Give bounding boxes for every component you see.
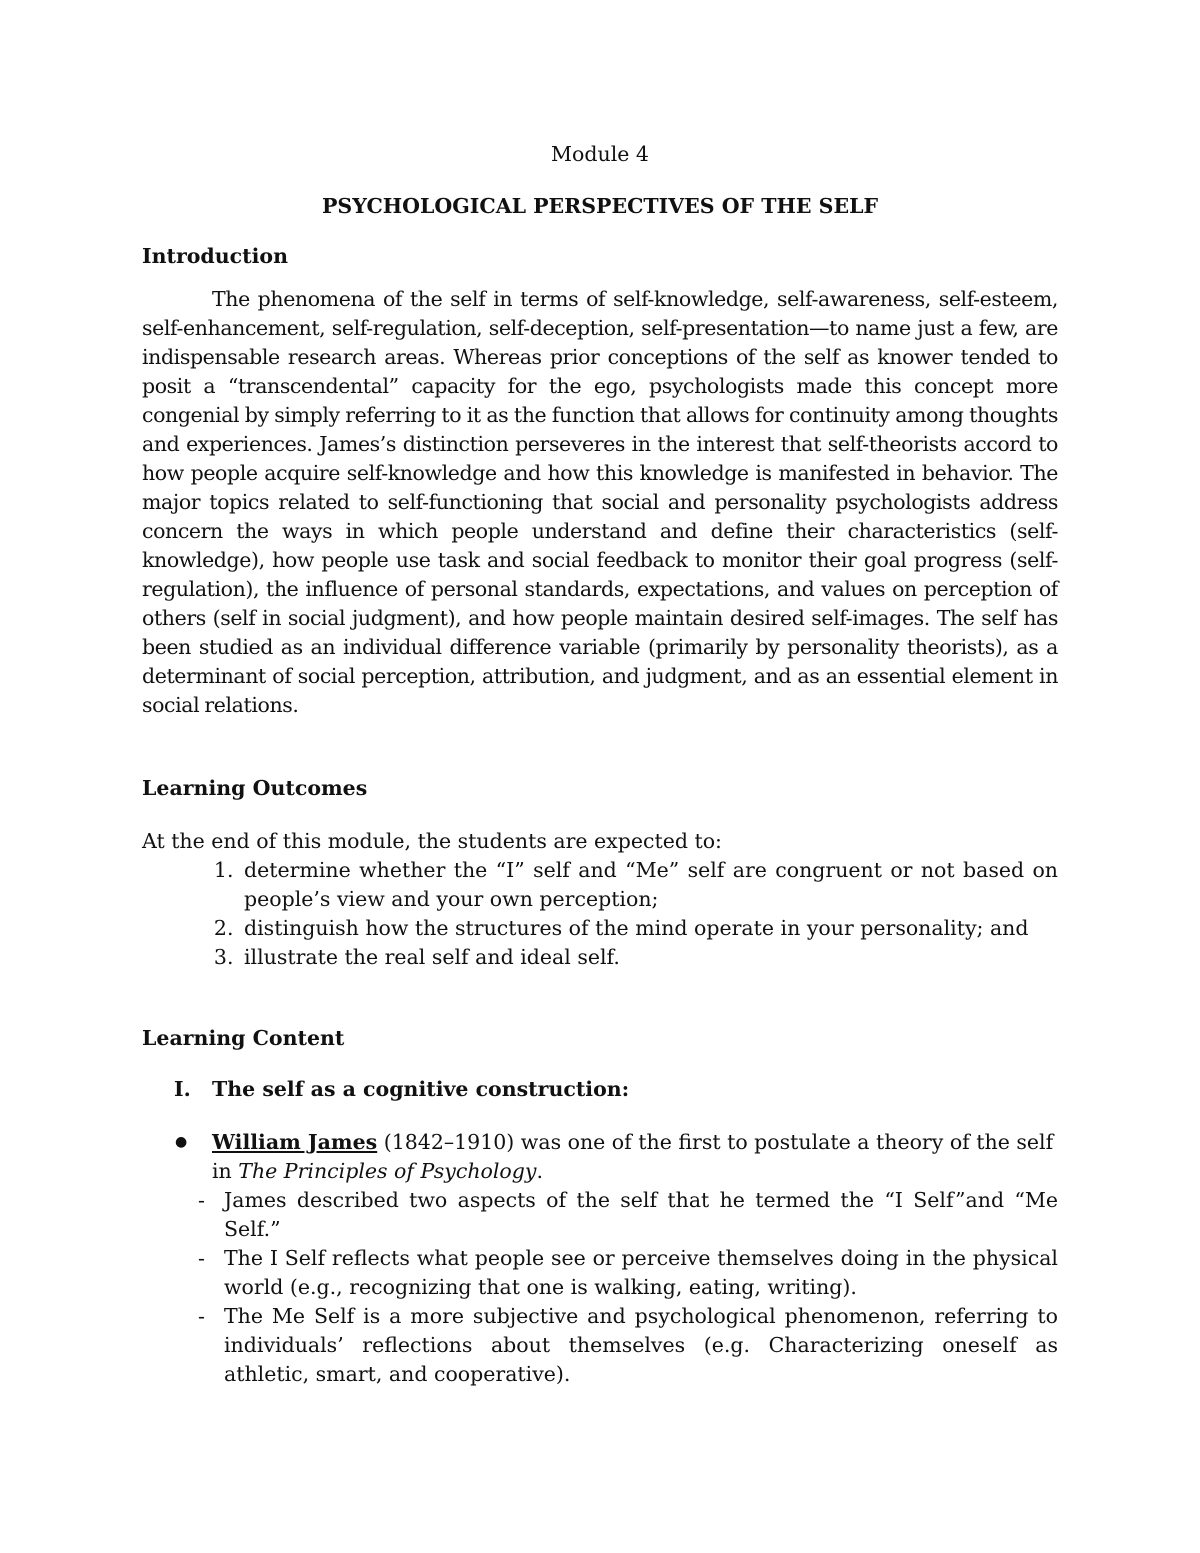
- learning-outcome-item: 1. determine whether the “I” self and “Me” self are congruent or not based on people’s view and your own perception;: [240, 856, 1058, 914]
- learning-outcomes-intro: At the end of this module, the students are expected to:: [142, 829, 722, 853]
- dash-icon: -: [198, 1188, 205, 1212]
- learning-content-heading: Learning Content: [142, 1026, 345, 1050]
- sub-point-text: James described two aspects of the self that he termed the “I Self”and “Me Self.”: [224, 1188, 1058, 1241]
- introduction-heading: Introduction: [142, 244, 288, 268]
- introduction-paragraph: The phenomena of the self in terms of self-knowledge, self-awareness, self-esteem, self-enhancement, self-regulation, self-deception, self-presentation—to name just a few, are indispensable research areas. Whereas prior conceptions of the self as knower tended to posit a “transcendental” capacity for the ego, psychologists made this concept more congenial by simply referring to it as the function that allows for continuity among thoughts and experiences. James’s distinction perseveres in the interest that self-theorists accord to how people acquire self-knowledge and how this knowledge is manifested in behavior. The major topics related to self-functioning that social and personality psychologists address concern the ways in which people understand and define their characteristics (self-knowledge), how people use task and social feedback to monitor their goal progress (self-regulation), the influence of personal standards, expectations, and values on perception of others (self in social judgment), and how people maintain desired self-images. The self has been studied as an individual difference variable (primarily by personality theorists), as a determinant of social perception, attribution, and judgment, and as an essential element in social relations.: [142, 287, 1058, 717]
- content-section-heading: [174, 1075, 1058, 1104]
- sub-point-item: [194, 1302, 1058, 1389]
- bullet-body: [212, 1128, 1058, 1186]
- learning-outcomes-list: [142, 856, 1058, 972]
- dash-icon: -: [198, 1246, 205, 1270]
- person-name: William James: [212, 1130, 378, 1154]
- bullet-icon: ●: [175, 1134, 188, 1150]
- module-label: Module 4: [551, 142, 649, 166]
- book-title: The Principles of Psychology: [238, 1159, 537, 1183]
- learning-outcome-item: 3. illustrate the real self and ideal self.: [240, 943, 1058, 972]
- william-james-bullet: [142, 1128, 1058, 1186]
- bullet-main-text: [212, 1128, 1058, 1186]
- bullet-text-after-book: .: [536, 1159, 543, 1183]
- learning-outcome-item: 2. distinguish how the structures of the mind operate in your personality; and: [240, 914, 1058, 943]
- bullet-text-before-book: (1842–1910) was one of the first to postulate a theory of the self in: [212, 1130, 1054, 1183]
- james-sub-points: [142, 1186, 1058, 1389]
- sub-point-text: The Me Self is a more subjective and psychological phenomenon, referring to individuals’ reflections about themselves (e.g. Characterizing oneself as athletic, smart, and cooperative).: [224, 1304, 1058, 1386]
- dash-icon: -: [198, 1304, 205, 1328]
- content-section-number: I.: [174, 1077, 191, 1101]
- sub-point-text: The I Self reflects what people see or perceive themselves doing in the physical world (e.g., recognizing that one is walking, eating, writing).: [224, 1246, 1058, 1299]
- learning-outcomes-heading: Learning Outcomes: [142, 776, 368, 800]
- content-section-title: The self as a cognitive construction:: [212, 1077, 630, 1101]
- document-title: PSYCHOLOGICAL PERSPECTIVES OF THE SELF: [321, 194, 879, 218]
- sub-point-item: [194, 1186, 1058, 1244]
- sub-point-item: [194, 1244, 1058, 1302]
